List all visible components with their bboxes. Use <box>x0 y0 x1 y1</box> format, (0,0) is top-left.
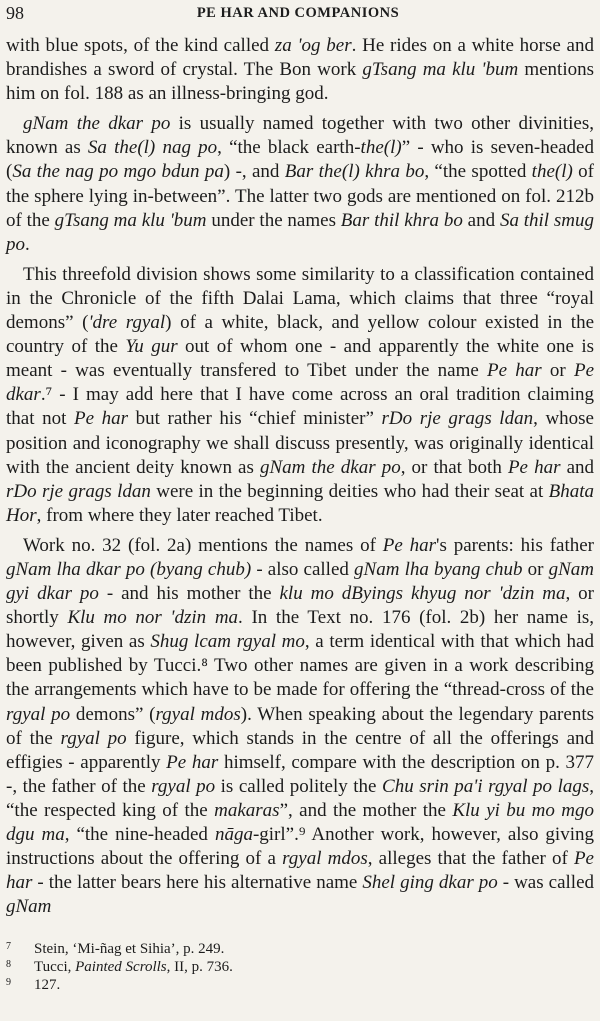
italic-term: Chu srin pa'i rgyal po lags <box>382 775 590 797</box>
italic-term: rgyal po <box>60 727 127 749</box>
italic-term: gTsang ma klu 'bum <box>362 59 519 81</box>
footnote-number: 8 <box>6 959 11 970</box>
footnote <box>6 976 594 994</box>
italic-term: gNam lha dkar po (byang chub) <box>6 558 252 580</box>
paragraph-1 <box>6 34 594 106</box>
italic-term: Pe har <box>73 408 129 430</box>
text-run: , or that both <box>400 456 508 478</box>
italic-term: Pe har <box>507 456 561 478</box>
italic-term: rgyal po <box>6 703 71 725</box>
italic-term: Klu yi bu mo mgo dgu ma <box>6 799 595 845</box>
text-run: .⁷ - I may add here that I have come across an oral tradition claiming that not <box>6 384 594 430</box>
italic-term: rgyal mdos <box>282 848 368 870</box>
body-text <box>6 34 594 925</box>
text-run: Stein, ‘Mi-ñag et Sihia’, p. 249. <box>34 941 225 957</box>
paragraph-2 <box>6 112 594 257</box>
italic-term: klu mo dByings khyug nor 'dzin ma <box>279 583 566 605</box>
italic-term: gNam lha byang chub <box>354 558 523 580</box>
italic-term: rgyal mdos <box>155 703 241 725</box>
italic-term: nāga <box>214 824 253 845</box>
footnote-number: 9 <box>6 977 11 988</box>
text-run: mentions him on fol. 188 as an illness-bringing god. <box>6 59 595 105</box>
text-run: Work no. 32 (fol. 2a) mentions the names of <box>23 534 383 556</box>
text-run: ”, and the mother the <box>279 799 453 821</box>
italic-term: gNam the dkar po <box>259 456 401 478</box>
italic-term: Shug lcam rgyal mo <box>150 631 305 653</box>
text-run: Tucci, <box>34 959 76 975</box>
italic-term: Pe har <box>382 534 437 556</box>
italic-term: Pe dkar <box>6 360 595 406</box>
text-run: , “the black earth- <box>217 137 361 159</box>
text-run: ) of a white, black, and yellow colour existed in the country of the <box>6 312 595 358</box>
text-run: - also called <box>251 558 355 580</box>
italic-term: makaras <box>214 799 280 821</box>
text-run: . He rides on a white horse and brandishes a sword of crystal. The Bon work <box>6 35 594 81</box>
italic-term: Sa the(l) nag po <box>87 137 218 159</box>
text-run: with blue spots, of the kind called <box>6 35 275 56</box>
italic-term: 'dre rgyal <box>88 312 166 334</box>
footnotes <box>6 940 594 994</box>
footnote-text <box>34 958 594 976</box>
text-run: is called politely the <box>215 775 383 797</box>
text-run: and <box>560 456 594 478</box>
page-header <box>6 3 590 25</box>
text-run: himself, compare with the description on p. 377 -, the father of the <box>6 751 594 797</box>
footnote-number: 7 <box>6 941 11 952</box>
paragraph-4 <box>6 534 594 920</box>
text-run: , “the respected king of the <box>6 775 594 821</box>
italic-term: gTsang ma klu 'bum <box>54 209 207 231</box>
italic-term: Bhata Hor <box>6 480 594 526</box>
text-run: and <box>462 209 500 231</box>
footnote <box>6 940 594 958</box>
text-run: , or shortly <box>6 583 594 629</box>
text-run: or <box>522 558 549 580</box>
text-run: 's parents: his father <box>436 534 594 556</box>
text-run: figure, which stands in the centre of all the offerings and effigies - apparently <box>6 727 595 773</box>
text-run: , a term identical with that which had been published by Tucci.⁸ Two other names are given in a work describing the arrangements which have to be made for offering the “thread-cross of the <box>6 631 594 701</box>
footnote-text <box>34 976 594 994</box>
text-run: , from where they later reached Tibet. <box>36 504 323 526</box>
italic-term: Bar the(l) khra bo <box>284 161 425 183</box>
italic-term: Bar thil khra bo <box>340 209 463 231</box>
italic-term: Sa thil smug po <box>6 209 595 255</box>
text-run: . In the Text no. 176 (fol. 2b) her name is, however, given as <box>6 607 595 653</box>
italic-term: rDo rje grags ldan <box>381 408 534 430</box>
italic-term: Sa the nag po mgo bdun pa <box>12 161 224 183</box>
text-run: demons” ( <box>70 703 156 725</box>
text-run: but rather his “chief minister” <box>128 408 382 430</box>
italic-term: the(l) <box>360 137 402 159</box>
italic-term: za 'og ber <box>274 35 352 56</box>
text-run: , “the nine-headed <box>64 824 215 845</box>
italic-term: Pe har <box>166 751 219 773</box>
text-run: , alleges that the father of <box>367 848 574 870</box>
text-run: of the sphere lying in-between”. The latter two gods are mentioned on fol. 212b of the <box>6 161 595 231</box>
text-run: . <box>25 233 30 255</box>
italic-term: Klu mo nor 'dzin ma <box>67 607 239 629</box>
text-run: or <box>541 360 574 382</box>
text-run: were in the beginning deities who had their seat at <box>150 480 549 502</box>
italic-term: the(l) <box>531 161 573 183</box>
text-run: under the names <box>206 209 341 231</box>
text-run: , II, p. 736. <box>166 959 233 975</box>
italic-term: Shel ging dkar po <box>362 872 498 894</box>
italic-term: rDo rje grags ldan <box>6 480 151 502</box>
text-run: - the latter bears here his alternative name <box>32 872 363 894</box>
footnote-text <box>34 940 594 958</box>
italic-term: rgyal po <box>151 775 216 797</box>
text-run: , “the spotted <box>424 161 532 183</box>
text-run: ). When speaking about the legendary parents of the <box>6 703 594 749</box>
text-run: ” - who is seven-headed ( <box>6 137 594 183</box>
italic-term: gNam the dkar po <box>23 113 171 135</box>
footnote <box>6 958 594 976</box>
text-run: , whose position and iconography we shall discuss presently, was originally identical with the ancient deity known as <box>6 408 594 478</box>
text-run: is usually named together with two other divinities, known as <box>6 113 594 159</box>
italic-term: gNam gyi dkar po <box>6 558 595 605</box>
italic-term: Yu gur <box>125 336 178 358</box>
italic-term: Painted Scrolls <box>75 959 167 975</box>
text-run: This threefold division shows some similarity to a classification contained in the Chronicle of the fifth Dalai Lama, which claims that three “royal demons” ( <box>6 263 594 334</box>
text-run: ) -, and <box>223 161 285 183</box>
text-run: out of whom one - and apparently the white one is meant - was eventually transfered to Tibet under the name <box>6 336 595 382</box>
text-run: -girl”.⁹ Another work, however, also giving instructions about the offering of a <box>6 824 594 870</box>
paragraph-3 <box>6 263 594 528</box>
italic-term: gNam <box>6 896 52 918</box>
text-run: 127. <box>34 977 61 993</box>
italic-term: Pe har <box>6 848 594 894</box>
running-title: PE HAR AND COMPANIONS <box>196 5 400 21</box>
text-run: - was called <box>497 872 595 894</box>
italic-term: Pe har <box>487 360 542 382</box>
page-number: 98 <box>6 3 24 23</box>
text-run: - and his mother the <box>98 583 280 605</box>
